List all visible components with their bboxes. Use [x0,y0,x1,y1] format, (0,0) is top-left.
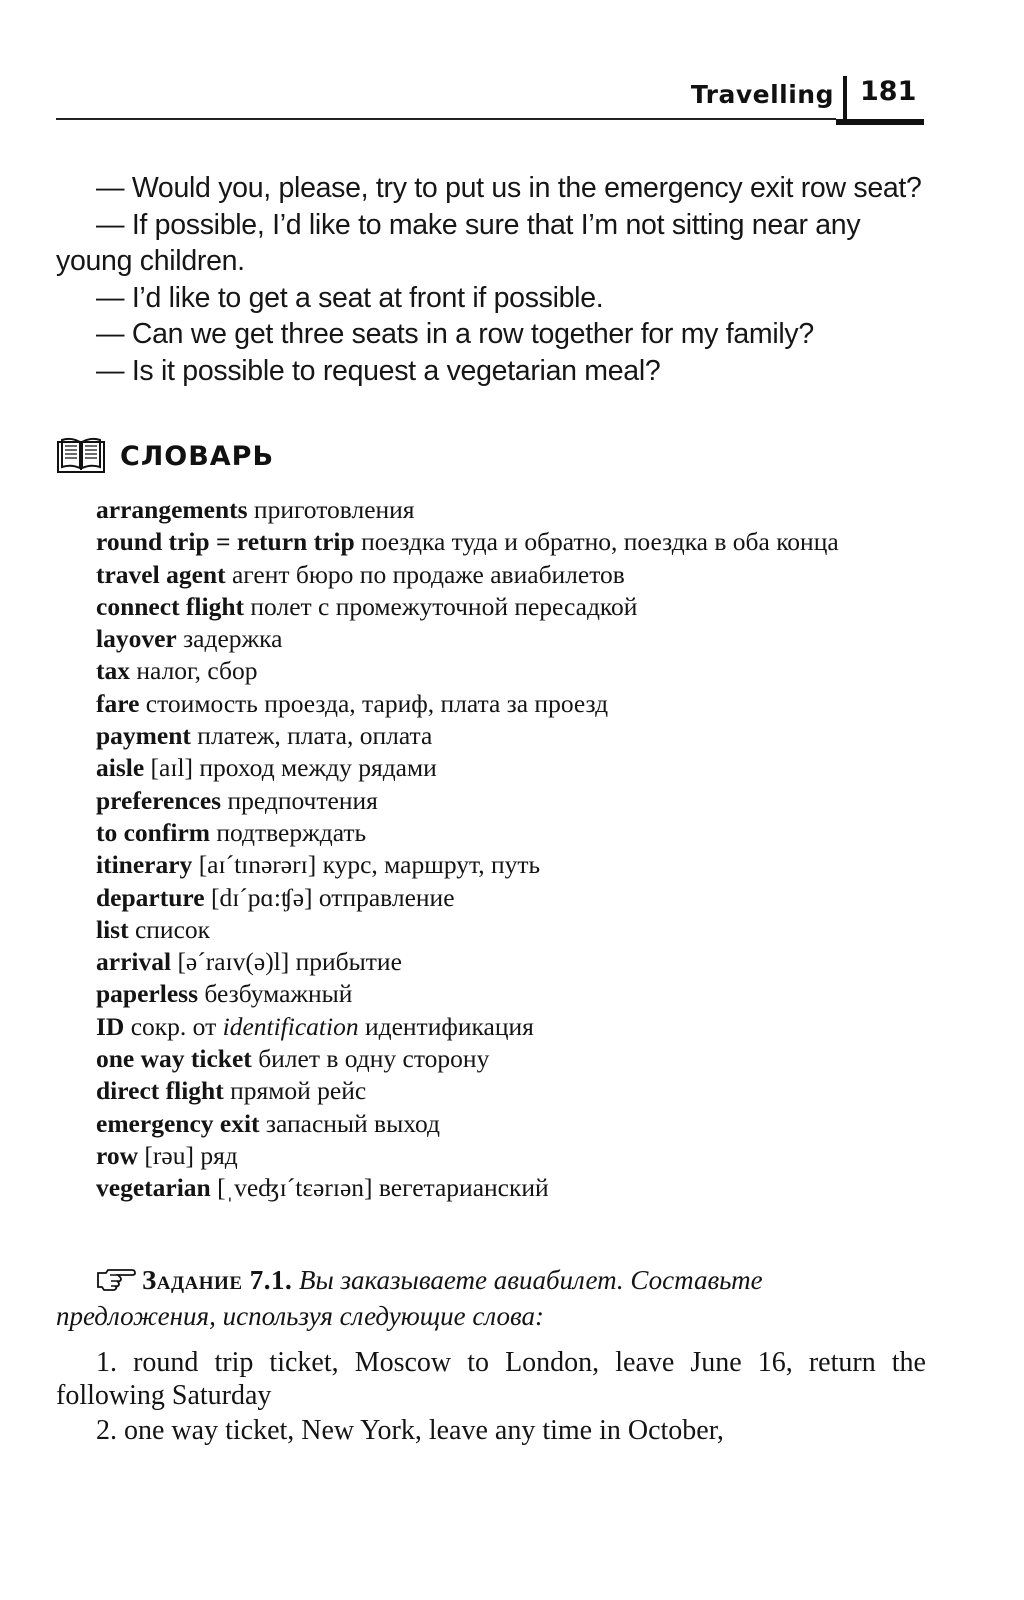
vocab-definition: список [134,914,211,944]
vocab-entry [56,526,926,558]
vocab-term: round trip = return trip [96,527,355,557]
vocab-definition: прямой рейс [230,1076,367,1106]
vocab-term: travel agent [96,559,226,589]
vocab-definition-italic: identification [222,1011,359,1041]
vocab-term: paperless [96,979,198,1009]
vocab-term: row [96,1140,139,1170]
vocab-definition: агент бюро по продаже авиабилетов [231,559,625,589]
vocab-entry [56,817,926,849]
vocab-entry [56,914,926,946]
vocab-entry [56,688,926,720]
open-book-icon [56,436,106,476]
dialog-line: — Is it possible to request a vegetarian meal? [96,354,661,387]
vocab-definition: билет в одну сторону [258,1044,490,1074]
vocab-entry [56,1108,926,1140]
vocab-entry [56,849,926,881]
vocab-term: fare [96,688,140,718]
dialog-phrases [56,170,926,389]
vocab-term: departure [96,882,205,912]
vocab-definition: платеж, плата, оплата [197,721,433,751]
vocab-entry [56,978,926,1010]
task-prompt: Вы заказываете авиабилет. Составьте предложения, используя следующие слова: [56,1265,763,1331]
vocab-entry [56,655,926,687]
vocab-entry [56,1140,926,1172]
vocab-term: layover [96,624,177,654]
header-divider [843,76,847,124]
vocab-definition: [dɪˊpɑ:ʧə] отправление [210,882,455,912]
vocab-term: vegetarian [96,1173,211,1203]
vocab-definition: приготовления [253,495,415,524]
vocab-entry [56,785,926,817]
vocab-definition: стоимость проезда, тариф, плата за проезд [145,688,609,718]
vocab-definition: безбумажный [204,979,353,1009]
vocab-term: direct flight [96,1076,224,1106]
header-rule [56,118,836,120]
vocab-term: to confirm [96,817,211,847]
vocab-definition: сокр. от [130,1011,217,1041]
vocabulary-list [56,494,926,1205]
vocab-definition: [aɪˊtɪnərərɪ] курс, маршрут, путь [198,850,541,880]
task-block [56,1262,926,1334]
vocabulary-heading [56,436,274,476]
vocab-entry [56,1075,926,1107]
vocab-entry [56,494,926,526]
vocab-definition: предпочтения [227,785,378,815]
vocab-term: aisle [96,753,145,783]
vocab-term: arrangements [96,495,248,524]
vocab-entry [56,752,926,784]
task-item: 1. round trip ticket, Moscow to London, leave June 16, return the following Saturday [56,1347,926,1411]
vocab-definition: поездка туда и обратно, поездка в оба конца [361,527,839,557]
vocab-entry [56,946,926,978]
vocab-term: payment [96,721,191,751]
vocab-term: one way ticket [96,1044,252,1074]
vocab-entry [56,591,926,623]
vocab-definition: полет с промежуточной пересадкой [250,591,638,621]
vocab-term: ID [96,1011,125,1041]
vocab-definition: запасный выход [265,1108,441,1138]
task-label: Задание 7.1. [142,1265,293,1295]
vocab-entry [56,1043,926,1075]
dialog-line: — Can we get three seats in a row together for my family? [96,318,814,350]
vocab-term: tax [96,656,130,686]
vocab-definition: [aɪl] проход между рядами [150,753,437,783]
vocab-definition: [rəu] ряд [144,1140,238,1170]
vocabulary-title: СЛОВАРЬ [120,440,275,472]
task-items [56,1346,926,1449]
vocab-term: arrival [96,947,172,977]
header-rule-accent [836,119,924,125]
vocab-entry [56,559,926,591]
vocab-definition: налог, сбор [136,656,258,686]
task-heading [56,1262,926,1334]
pointing-hand-icon [96,1265,136,1291]
vocab-entry [56,1011,926,1043]
vocab-definition: задержка [183,624,283,654]
dialog-line: — Would you, please, try to put us in the emergency exit row seat? [96,172,922,204]
dialog-line: — I’d like to get a seat at front if possible. [96,281,604,314]
vocab-definition: [əˊraɪv(ə)l] прибытие [177,947,402,977]
vocab-term: itinerary [96,850,193,880]
vocab-term: emergency exit [96,1108,260,1138]
vocab-entry [56,720,926,752]
page-number: 181 [860,76,917,107]
vocab-term: connect flight [96,591,245,621]
vocab-term: list [96,914,129,944]
vocab-definition: подтверждать [216,817,367,847]
vocab-definition-tail: идентификация [364,1011,534,1041]
dialog-line: — If possible, I’d like to make sure that I’m not sitting near any young children. [56,208,861,277]
vocab-entry [56,882,926,914]
task-item: 2. one way ticket, New York, leave any time in October, [96,1415,724,1446]
vocab-entry [56,1172,926,1204]
vocab-term: preferences [96,785,222,815]
vocab-definition: [ˌveʤɪˊtɛərɪən] вегетарианский [217,1173,549,1203]
vocab-entry [56,623,926,655]
running-header-title: Travelling [690,80,834,109]
